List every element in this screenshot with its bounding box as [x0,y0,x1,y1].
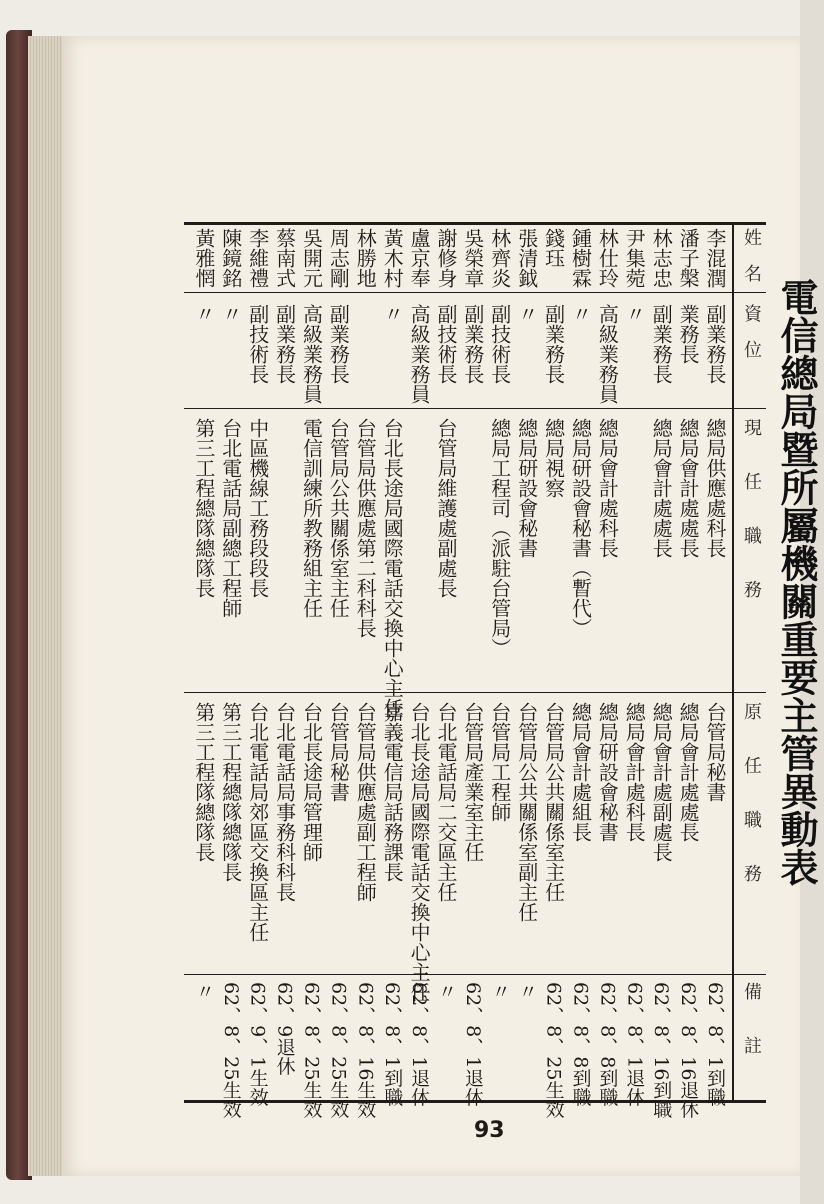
cell-name: 陳鏡銘 [218,228,243,288]
cell-previous: 台管局工程師 [487,702,512,822]
cell-current: 台管局公共關係室主任 [326,418,351,618]
page-title: 電信總局暨所屬機關重要主管異動表 [774,278,818,886]
cell-rank: 高級業務員 [407,304,432,404]
cell-note: 62、8、1退休 [461,982,484,1107]
header-current: 現 任 職 務 [741,418,762,598]
cell-name: 尹集菀 [622,228,647,288]
cell-current: 總局研設會秘書 [514,418,539,558]
cell-rank: 高級業務員 [299,304,324,404]
table-divider-current [184,408,766,409]
cell-previous: 嘉義電信局話務課長 [380,702,405,882]
cell-note: 62、8、8到職 [569,982,592,1107]
cell-previous: 台管局秘書 [703,702,727,802]
table-divider-previous [184,692,766,693]
cell-name: 林志忠 [649,228,674,288]
cell-note: 〃 [515,982,538,1001]
cell-current: 總局會計處處長 [676,418,701,558]
cell-current: 總局研設會秘書（暫代） [568,418,593,638]
cell-current: 總局工程司（派駐台管局） [487,418,512,658]
cell-rank: 副業務長 [326,304,351,384]
header-rank: 資 位 [741,304,762,358]
cell-note: 62、8、25生效 [327,982,350,1119]
cell-note: 62、8、25生效 [542,982,565,1119]
cell-rank: 高級業務員 [595,304,620,404]
cell-note: 62、8、25生效 [219,982,242,1119]
cell-current: 中區機線工務段段長 [245,418,270,598]
cell-note: 62、9、1生效 [246,982,269,1107]
cell-rank: 副業務長 [649,304,674,384]
cell-note: 62、8、1到職 [381,982,404,1107]
cell-name: 錢珏 [541,228,566,268]
cell-rank: 〃 [191,304,216,324]
cell-rank: 〃 [514,304,539,324]
cell-name: 張清鉞 [514,228,539,288]
cell-previous: 台北電話局事務科科長 [272,702,297,902]
cell-previous: 台北長途局國際電話交換中心主任 [407,702,432,1002]
cell-name: 黃木村 [380,228,405,288]
cell-note: 〃 [435,982,457,1001]
cell-note: 62、8、1退休 [408,982,431,1107]
cell-previous: 總局會計處組長 [568,702,593,842]
cell-rank: 副技術長 [245,304,270,384]
cell-note: 62、8、16到職 [650,982,673,1119]
cell-previous: 台北電話局二交區主任 [434,702,458,902]
table-divider-note [184,974,766,975]
header-previous: 原 任 職 務 [741,702,762,882]
cell-current: 台北長途局國際電話交換中心主任 [380,418,405,718]
cell-rank: 〃 [568,304,593,324]
cell-rank: 〃 [380,304,405,324]
cell-current: 台北電話局副總工程師 [218,418,243,618]
cell-rank: 副業務長 [541,304,566,384]
cell-note: 62、8、8到職 [596,982,619,1107]
cell-current: 台管局供應處第二科科長 [353,418,378,638]
cell-previous: 總局會計處科長 [622,702,647,842]
cell-name: 黃雅惘 [191,228,216,288]
cell-name: 盧京奉 [407,228,432,288]
cell-note: 62、8、16生效 [354,982,377,1119]
cell-previous: 台管局產業室主任 [460,702,485,862]
cell-rank: 副業務長 [272,304,297,384]
cell-name: 鍾樹霖 [568,228,593,288]
cell-rank: 副技術長 [434,304,458,384]
cell-name: 吳開元 [299,228,324,288]
cell-name: 周志剛 [326,228,351,288]
cell-previous: 第三工程隊總隊長 [191,702,216,862]
cell-note: 62、8、25生效 [300,982,323,1119]
cell-current: 總局會計處科長 [595,418,620,558]
cell-rank: 〃 [622,304,647,324]
cell-previous: 台管局公共關係室主任 [541,702,566,902]
cell-rank: 〃 [218,304,243,324]
cell-current: 台管局維護處副處長 [434,418,458,598]
table-divider-rank [184,292,766,293]
cell-note: 62、8、16退休 [677,982,700,1119]
header-note: 備 註 [741,982,762,1054]
cell-previous: 台北長途局管理師 [299,702,324,862]
cell-name: 林勝地 [353,228,378,288]
cell-previous: 總局研設會秘書 [595,702,620,842]
cell-note: 62、8、1退休 [623,982,646,1107]
cell-previous: 台北電話局郊區交換區主任 [245,702,270,942]
cell-rank: 副業務長 [703,304,727,384]
cell-previous: 總局會計處處長 [676,702,701,842]
cell-rank: 副業務長 [460,304,485,384]
cell-name: 林仕玲 [595,228,620,288]
cell-previous: 第三工程總隊總隊長 [218,702,243,882]
cell-previous: 總局會計處副處長 [649,702,674,862]
cell-previous: 台管局供應處副工程師 [353,702,378,902]
cell-name: 林齊炎 [487,228,512,288]
cell-note: 62、9退休 [273,982,296,1076]
cell-name: 潘子槃 [676,228,701,288]
cell-previous: 台管局公共關係室副主任 [514,702,539,922]
cell-name: 吳榮章 [460,228,485,288]
book-page [62,36,818,1176]
cell-current: 總局會計處處長 [649,418,674,558]
cell-name: 李混潤 [703,228,727,288]
cell-name: 蔡南式 [272,228,297,288]
cell-note: 〃 [192,982,215,1001]
cell-rank: 副技術長 [487,304,512,384]
header-name: 姓 名 [741,228,762,282]
cell-current: 總局供應處科長 [703,418,727,558]
cell-previous: 台管局秘書 [326,702,351,802]
cell-note: 〃 [488,982,511,1001]
page-number: 93 [474,1118,505,1143]
cell-current: 總局視察 [541,418,566,498]
personnel-table [184,222,766,1119]
table-header-rule [732,222,734,1103]
cell-current: 第三工程總隊總隊長 [191,418,216,598]
cell-name: 李維禮 [245,228,270,288]
cell-name: 謝修身 [434,228,458,288]
cell-rank: 業務長 [676,304,701,364]
table-top-rule [184,222,766,225]
cell-note: 62、8、1到職 [704,982,726,1107]
cell-current: 電信訓練所教務組主任 [299,418,324,618]
